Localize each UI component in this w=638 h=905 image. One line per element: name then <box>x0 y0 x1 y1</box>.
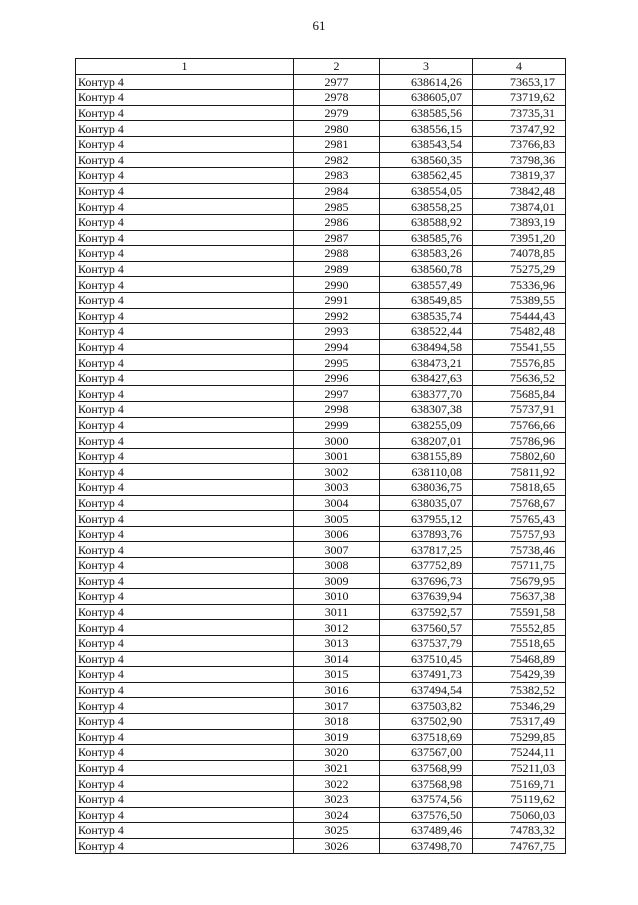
table-row <box>76 105 566 121</box>
table-row <box>76 511 566 527</box>
contour-name-cell: Контур 4 <box>76 807 294 823</box>
x-coordinate-cell: 637893,76 <box>380 526 473 542</box>
point-number-cell: 3009 <box>294 573 380 589</box>
contour-name-cell: Контур 4 <box>76 292 294 308</box>
table-row <box>76 698 566 714</box>
table-row <box>76 495 566 511</box>
column-header: 4 <box>473 59 566 75</box>
table-row <box>76 230 566 246</box>
point-number-cell: 2995 <box>294 355 380 371</box>
y-coordinate-cell: 73747,92 <box>473 121 566 137</box>
x-coordinate-cell: 638556,15 <box>380 121 473 137</box>
table-row <box>76 339 566 355</box>
point-number-cell: 3003 <box>294 480 380 496</box>
x-coordinate-cell: 638155,89 <box>380 448 473 464</box>
x-coordinate-cell: 637817,25 <box>380 542 473 558</box>
x-coordinate-cell: 637567,00 <box>380 745 473 761</box>
contour-name-cell: Контур 4 <box>76 558 294 574</box>
contour-name-cell: Контур 4 <box>76 698 294 714</box>
x-coordinate-cell: 637576,50 <box>380 807 473 823</box>
y-coordinate-cell: 74078,85 <box>473 246 566 262</box>
table-row <box>76 168 566 184</box>
y-coordinate-cell: 75429,39 <box>473 667 566 683</box>
table-row <box>76 823 566 839</box>
point-number-cell: 3014 <box>294 651 380 667</box>
contour-name-cell: Контур 4 <box>76 838 294 854</box>
y-coordinate-cell: 73766,83 <box>473 136 566 152</box>
x-coordinate-cell: 637498,70 <box>380 838 473 854</box>
point-number-cell: 3020 <box>294 745 380 761</box>
point-number-cell: 2998 <box>294 402 380 418</box>
y-coordinate-cell: 74767,75 <box>473 838 566 854</box>
y-coordinate-cell: 73842,48 <box>473 183 566 199</box>
y-coordinate-cell: 75336,96 <box>473 277 566 293</box>
table-row <box>76 745 566 761</box>
y-coordinate-cell: 73819,37 <box>473 168 566 184</box>
y-coordinate-cell: 75576,85 <box>473 355 566 371</box>
contour-name-cell: Контур 4 <box>76 667 294 683</box>
y-coordinate-cell: 73951,20 <box>473 230 566 246</box>
y-coordinate-cell: 75591,58 <box>473 604 566 620</box>
point-number-cell: 3024 <box>294 807 380 823</box>
point-number-cell: 2997 <box>294 386 380 402</box>
table-row <box>76 776 566 792</box>
x-coordinate-cell: 638473,21 <box>380 355 473 371</box>
contour-name-cell: Контур 4 <box>76 635 294 651</box>
point-number-cell: 3012 <box>294 620 380 636</box>
x-coordinate-cell: 638562,45 <box>380 168 473 184</box>
y-coordinate-cell: 75552,85 <box>473 620 566 636</box>
contour-name-cell: Контур 4 <box>76 776 294 792</box>
contour-name-cell: Контур 4 <box>76 152 294 168</box>
page-number: 61 <box>312 18 326 33</box>
point-number-cell: 3006 <box>294 526 380 542</box>
point-number-cell: 3008 <box>294 558 380 574</box>
table-row <box>76 760 566 776</box>
point-number-cell: 2987 <box>294 230 380 246</box>
x-coordinate-cell: 637560,57 <box>380 620 473 636</box>
table-row <box>76 136 566 152</box>
x-coordinate-cell: 637491,73 <box>380 667 473 683</box>
y-coordinate-cell: 75119,62 <box>473 791 566 807</box>
contour-name-cell: Контур 4 <box>76 121 294 137</box>
table-row <box>76 292 566 308</box>
x-coordinate-cell: 637696,73 <box>380 573 473 589</box>
point-number-cell: 2993 <box>294 324 380 340</box>
contour-name-cell: Контур 4 <box>76 246 294 262</box>
contour-name-cell: Контур 4 <box>76 308 294 324</box>
point-number-cell: 2985 <box>294 199 380 215</box>
y-coordinate-cell: 75244,11 <box>473 745 566 761</box>
point-number-cell: 3016 <box>294 682 380 698</box>
x-coordinate-cell: 638255,09 <box>380 417 473 433</box>
x-coordinate-cell: 637574,56 <box>380 791 473 807</box>
table-row <box>76 402 566 418</box>
y-coordinate-cell: 73735,31 <box>473 105 566 121</box>
point-number-cell: 3007 <box>294 542 380 558</box>
table-row <box>76 635 566 651</box>
y-coordinate-cell: 75818,65 <box>473 480 566 496</box>
contour-name-cell: Контур 4 <box>76 495 294 511</box>
point-number-cell: 3013 <box>294 635 380 651</box>
table-row <box>76 480 566 496</box>
table-row <box>76 214 566 230</box>
contour-name-cell: Контур 4 <box>76 261 294 277</box>
x-coordinate-cell: 638535,74 <box>380 308 473 324</box>
table-row <box>76 558 566 574</box>
y-coordinate-cell: 73798,36 <box>473 152 566 168</box>
table-row <box>76 573 566 589</box>
table-row <box>76 667 566 683</box>
point-number-cell: 2983 <box>294 168 380 184</box>
y-coordinate-cell: 73719,62 <box>473 90 566 106</box>
y-coordinate-cell: 75765,43 <box>473 511 566 527</box>
table-row <box>76 791 566 807</box>
y-coordinate-cell: 74783,32 <box>473 823 566 839</box>
x-coordinate-cell: 638560,35 <box>380 152 473 168</box>
contour-name-cell: Контур 4 <box>76 542 294 558</box>
table-row <box>76 838 566 854</box>
contour-name-cell: Контур 4 <box>76 620 294 636</box>
contour-name-cell: Контур 4 <box>76 386 294 402</box>
point-number-cell: 2984 <box>294 183 380 199</box>
table-row <box>76 121 566 137</box>
contour-name-cell: Контур 4 <box>76 324 294 340</box>
y-coordinate-cell: 75518,65 <box>473 635 566 651</box>
point-number-cell: 3005 <box>294 511 380 527</box>
y-coordinate-cell: 75211,03 <box>473 760 566 776</box>
y-coordinate-cell: 75468,89 <box>473 651 566 667</box>
contour-name-cell: Контур 4 <box>76 745 294 761</box>
contour-name-cell: Контур 4 <box>76 339 294 355</box>
contour-name-cell: Контур 4 <box>76 74 294 90</box>
contour-name-cell: Контур 4 <box>76 526 294 542</box>
y-coordinate-cell: 75382,52 <box>473 682 566 698</box>
contour-name-cell: Контур 4 <box>76 823 294 839</box>
table-row <box>76 526 566 542</box>
table-row <box>76 246 566 262</box>
x-coordinate-cell: 638614,26 <box>380 74 473 90</box>
point-number-cell: 2999 <box>294 417 380 433</box>
contour-name-cell: Контур 4 <box>76 464 294 480</box>
coordinates-table <box>75 58 566 854</box>
column-header: 2 <box>294 59 380 75</box>
point-number-cell: 3025 <box>294 823 380 839</box>
y-coordinate-cell: 75711,75 <box>473 558 566 574</box>
x-coordinate-cell: 638557,49 <box>380 277 473 293</box>
x-coordinate-cell: 638585,56 <box>380 105 473 121</box>
y-coordinate-cell: 75482,48 <box>473 324 566 340</box>
point-number-cell: 3010 <box>294 589 380 605</box>
point-number-cell: 2980 <box>294 121 380 137</box>
table-row <box>76 464 566 480</box>
x-coordinate-cell: 638036,75 <box>380 480 473 496</box>
point-number-cell: 3015 <box>294 667 380 683</box>
x-coordinate-cell: 638605,07 <box>380 90 473 106</box>
table-row <box>76 90 566 106</box>
y-coordinate-cell: 75766,66 <box>473 417 566 433</box>
x-coordinate-cell: 638522,44 <box>380 324 473 340</box>
table-row <box>76 74 566 90</box>
contour-name-cell: Контур 4 <box>76 90 294 106</box>
point-number-cell: 3019 <box>294 729 380 745</box>
x-coordinate-cell: 638543,54 <box>380 136 473 152</box>
x-coordinate-cell: 638558,25 <box>380 199 473 215</box>
x-coordinate-cell: 637568,99 <box>380 760 473 776</box>
x-coordinate-cell: 637510,45 <box>380 651 473 667</box>
table-row <box>76 308 566 324</box>
table-row <box>76 386 566 402</box>
column-header: 3 <box>380 59 473 75</box>
point-number-cell: 2982 <box>294 152 380 168</box>
y-coordinate-cell: 75685,84 <box>473 386 566 402</box>
table-row <box>76 589 566 605</box>
contour-name-cell: Контур 4 <box>76 214 294 230</box>
y-coordinate-cell: 75636,52 <box>473 370 566 386</box>
contour-name-cell: Контур 4 <box>76 480 294 496</box>
x-coordinate-cell: 637489,46 <box>380 823 473 839</box>
point-number-cell: 2990 <box>294 277 380 293</box>
x-coordinate-cell: 638554,05 <box>380 183 473 199</box>
x-coordinate-cell: 637752,89 <box>380 558 473 574</box>
y-coordinate-cell: 75637,38 <box>473 589 566 605</box>
table-row <box>76 261 566 277</box>
contour-name-cell: Контур 4 <box>76 573 294 589</box>
x-coordinate-cell: 638494,58 <box>380 339 473 355</box>
x-coordinate-cell: 637502,90 <box>380 713 473 729</box>
table-row <box>76 542 566 558</box>
table-body <box>76 74 566 854</box>
table-row <box>76 651 566 667</box>
y-coordinate-cell: 75786,96 <box>473 433 566 449</box>
contour-name-cell: Контур 4 <box>76 105 294 121</box>
point-number-cell: 3023 <box>294 791 380 807</box>
point-number-cell: 3017 <box>294 698 380 714</box>
contour-name-cell: Контур 4 <box>76 136 294 152</box>
y-coordinate-cell: 75768,67 <box>473 495 566 511</box>
x-coordinate-cell: 638585,76 <box>380 230 473 246</box>
x-coordinate-cell: 638110,08 <box>380 464 473 480</box>
table-row <box>76 370 566 386</box>
point-number-cell: 3021 <box>294 760 380 776</box>
table-row <box>76 604 566 620</box>
y-coordinate-cell: 75811,92 <box>473 464 566 480</box>
contour-name-cell: Контур 4 <box>76 791 294 807</box>
contour-name-cell: Контур 4 <box>76 760 294 776</box>
contour-name-cell: Контур 4 <box>76 448 294 464</box>
contour-name-cell: Контур 4 <box>76 713 294 729</box>
contour-name-cell: Контур 4 <box>76 682 294 698</box>
table-row <box>76 152 566 168</box>
table-row <box>76 417 566 433</box>
y-coordinate-cell: 75737,91 <box>473 402 566 418</box>
contour-name-cell: Контур 4 <box>76 355 294 371</box>
point-number-cell: 2979 <box>294 105 380 121</box>
x-coordinate-cell: 638307,38 <box>380 402 473 418</box>
y-coordinate-cell: 75275,29 <box>473 261 566 277</box>
point-number-cell: 2988 <box>294 246 380 262</box>
coordinates-table-container <box>75 58 566 854</box>
point-number-cell: 2991 <box>294 292 380 308</box>
y-coordinate-cell: 75541,55 <box>473 339 566 355</box>
x-coordinate-cell: 638560,78 <box>380 261 473 277</box>
x-coordinate-cell: 638377,70 <box>380 386 473 402</box>
y-coordinate-cell: 75738,46 <box>473 542 566 558</box>
x-coordinate-cell: 638035,07 <box>380 495 473 511</box>
contour-name-cell: Контур 4 <box>76 199 294 215</box>
y-coordinate-cell: 75060,03 <box>473 807 566 823</box>
x-coordinate-cell: 638549,85 <box>380 292 473 308</box>
table-row <box>76 620 566 636</box>
column-header: 1 <box>76 59 294 75</box>
table-row <box>76 682 566 698</box>
contour-name-cell: Контур 4 <box>76 433 294 449</box>
table-row <box>76 183 566 199</box>
y-coordinate-cell: 75389,55 <box>473 292 566 308</box>
y-coordinate-cell: 75299,85 <box>473 729 566 745</box>
y-coordinate-cell: 73653,17 <box>473 74 566 90</box>
contour-name-cell: Контур 4 <box>76 604 294 620</box>
x-coordinate-cell: 638427,63 <box>380 370 473 386</box>
x-coordinate-cell: 637494,54 <box>380 682 473 698</box>
contour-name-cell: Контур 4 <box>76 402 294 418</box>
x-coordinate-cell: 637639,94 <box>380 589 473 605</box>
y-coordinate-cell: 75346,29 <box>473 698 566 714</box>
y-coordinate-cell: 75444,43 <box>473 308 566 324</box>
point-number-cell: 2978 <box>294 90 380 106</box>
point-number-cell: 3011 <box>294 604 380 620</box>
point-number-cell: 3002 <box>294 464 380 480</box>
point-number-cell: 2977 <box>294 74 380 90</box>
x-coordinate-cell: 637503,82 <box>380 698 473 714</box>
contour-name-cell: Контур 4 <box>76 183 294 199</box>
contour-name-cell: Контур 4 <box>76 168 294 184</box>
y-coordinate-cell: 75802,60 <box>473 448 566 464</box>
contour-name-cell: Контур 4 <box>76 651 294 667</box>
point-number-cell: 3000 <box>294 433 380 449</box>
x-coordinate-cell: 637537,79 <box>380 635 473 651</box>
table-row <box>76 433 566 449</box>
x-coordinate-cell: 638583,26 <box>380 246 473 262</box>
x-coordinate-cell: 637568,98 <box>380 776 473 792</box>
point-number-cell: 3018 <box>294 713 380 729</box>
point-number-cell: 2994 <box>294 339 380 355</box>
contour-name-cell: Контур 4 <box>76 230 294 246</box>
contour-name-cell: Контур 4 <box>76 417 294 433</box>
table-row <box>76 807 566 823</box>
y-coordinate-cell: 75679,95 <box>473 573 566 589</box>
table-row <box>76 729 566 745</box>
table-row <box>76 199 566 215</box>
point-number-cell: 2986 <box>294 214 380 230</box>
point-number-cell: 3022 <box>294 776 380 792</box>
contour-name-cell: Контур 4 <box>76 511 294 527</box>
x-coordinate-cell: 637592,57 <box>380 604 473 620</box>
point-number-cell: 3026 <box>294 838 380 854</box>
table-row <box>76 324 566 340</box>
table-header-row <box>76 59 566 75</box>
y-coordinate-cell: 73893,19 <box>473 214 566 230</box>
x-coordinate-cell: 638207,01 <box>380 433 473 449</box>
x-coordinate-cell: 637518,69 <box>380 729 473 745</box>
point-number-cell: 3004 <box>294 495 380 511</box>
table-row <box>76 448 566 464</box>
contour-name-cell: Контур 4 <box>76 370 294 386</box>
point-number-cell: 2981 <box>294 136 380 152</box>
table-row <box>76 713 566 729</box>
table-row <box>76 277 566 293</box>
table-row <box>76 355 566 371</box>
y-coordinate-cell: 75757,93 <box>473 526 566 542</box>
x-coordinate-cell: 637955,12 <box>380 511 473 527</box>
contour-name-cell: Контур 4 <box>76 729 294 745</box>
y-coordinate-cell: 75169,71 <box>473 776 566 792</box>
point-number-cell: 2989 <box>294 261 380 277</box>
point-number-cell: 2996 <box>294 370 380 386</box>
contour-name-cell: Контур 4 <box>76 589 294 605</box>
point-number-cell: 2992 <box>294 308 380 324</box>
y-coordinate-cell: 75317,49 <box>473 713 566 729</box>
contour-name-cell: Контур 4 <box>76 277 294 293</box>
x-coordinate-cell: 638588,92 <box>380 214 473 230</box>
y-coordinate-cell: 73874,01 <box>473 199 566 215</box>
point-number-cell: 3001 <box>294 448 380 464</box>
